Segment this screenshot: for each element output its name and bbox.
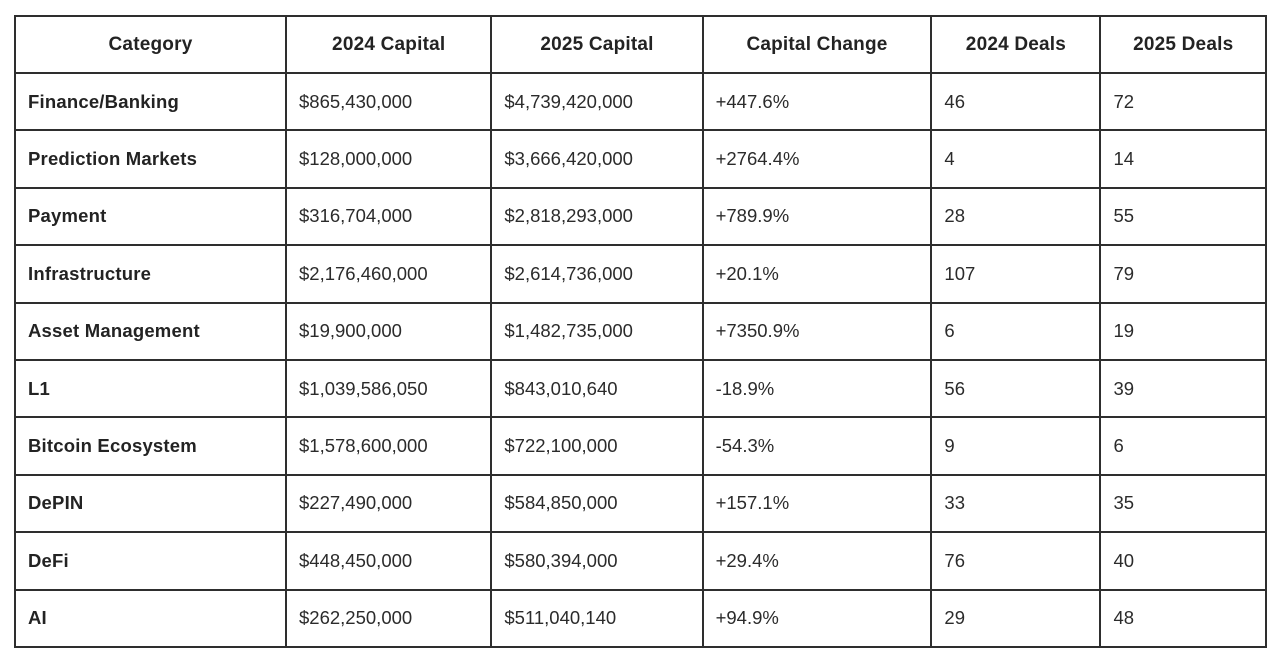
cell-capital-2025: $1,482,735,000 bbox=[491, 303, 702, 360]
cell-capital-change: +94.9% bbox=[703, 590, 932, 647]
funding-comparison-table-container bbox=[14, 15, 1267, 648]
table-row bbox=[15, 303, 1266, 360]
cell-capital-2025: $843,010,640 bbox=[491, 360, 702, 417]
cell-deals-2024: 28 bbox=[931, 188, 1100, 245]
cell-deals-2025: 55 bbox=[1100, 188, 1266, 245]
cell-capital-2024: $2,176,460,000 bbox=[286, 245, 491, 302]
column-header-capital-change: Capital Change bbox=[703, 16, 932, 73]
funding-comparison-table bbox=[14, 15, 1267, 648]
cell-capital-change: +447.6% bbox=[703, 73, 932, 130]
cell-deals-2024: 6 bbox=[931, 303, 1100, 360]
header-row bbox=[15, 16, 1266, 73]
cell-category: Asset Management bbox=[15, 303, 286, 360]
cell-capital-2024: $262,250,000 bbox=[286, 590, 491, 647]
cell-category: Prediction Markets bbox=[15, 130, 286, 187]
table-header bbox=[15, 16, 1266, 73]
cell-capital-2025: $722,100,000 bbox=[491, 417, 702, 474]
cell-deals-2024: 107 bbox=[931, 245, 1100, 302]
cell-capital-2025: $3,666,420,000 bbox=[491, 130, 702, 187]
table-row bbox=[15, 130, 1266, 187]
cell-capital-2024: $128,000,000 bbox=[286, 130, 491, 187]
cell-capital-2025: $4,739,420,000 bbox=[491, 73, 702, 130]
table-row bbox=[15, 73, 1266, 130]
cell-capital-change: -54.3% bbox=[703, 417, 932, 474]
cell-capital-change: +789.9% bbox=[703, 188, 932, 245]
cell-capital-2024: $227,490,000 bbox=[286, 475, 491, 532]
cell-category: Payment bbox=[15, 188, 286, 245]
cell-deals-2025: 19 bbox=[1100, 303, 1266, 360]
cell-deals-2025: 48 bbox=[1100, 590, 1266, 647]
cell-capital-change: +29.4% bbox=[703, 532, 932, 589]
table-row bbox=[15, 360, 1266, 417]
table-row bbox=[15, 590, 1266, 647]
table-row bbox=[15, 245, 1266, 302]
table-row bbox=[15, 475, 1266, 532]
column-header-deals-2025: 2025 Deals bbox=[1100, 16, 1266, 73]
cell-deals-2024: 9 bbox=[931, 417, 1100, 474]
cell-capital-2025: $2,614,736,000 bbox=[491, 245, 702, 302]
cell-category: Finance/Banking bbox=[15, 73, 286, 130]
cell-category: L1 bbox=[15, 360, 286, 417]
cell-deals-2024: 46 bbox=[931, 73, 1100, 130]
cell-capital-change: +157.1% bbox=[703, 475, 932, 532]
cell-category: DeFi bbox=[15, 532, 286, 589]
cell-category: AI bbox=[15, 590, 286, 647]
cell-deals-2025: 35 bbox=[1100, 475, 1266, 532]
cell-capital-2024: $448,450,000 bbox=[286, 532, 491, 589]
cell-capital-2024: $316,704,000 bbox=[286, 188, 491, 245]
cell-capital-2024: $1,039,586,050 bbox=[286, 360, 491, 417]
column-header-capital-2025: 2025 Capital bbox=[491, 16, 702, 73]
cell-capital-change: +7350.9% bbox=[703, 303, 932, 360]
cell-deals-2025: 72 bbox=[1100, 73, 1266, 130]
table-row bbox=[15, 188, 1266, 245]
cell-deals-2025: 79 bbox=[1100, 245, 1266, 302]
cell-capital-2024: $865,430,000 bbox=[286, 73, 491, 130]
table-body bbox=[15, 73, 1266, 647]
cell-capital-2024: $1,578,600,000 bbox=[286, 417, 491, 474]
cell-deals-2024: 33 bbox=[931, 475, 1100, 532]
cell-deals-2025: 40 bbox=[1100, 532, 1266, 589]
cell-capital-2024: $19,900,000 bbox=[286, 303, 491, 360]
cell-capital-2025: $584,850,000 bbox=[491, 475, 702, 532]
cell-deals-2025: 6 bbox=[1100, 417, 1266, 474]
table-row bbox=[15, 417, 1266, 474]
cell-capital-2025: $2,818,293,000 bbox=[491, 188, 702, 245]
cell-deals-2025: 39 bbox=[1100, 360, 1266, 417]
cell-deals-2025: 14 bbox=[1100, 130, 1266, 187]
column-header-deals-2024: 2024 Deals bbox=[931, 16, 1100, 73]
cell-capital-2025: $580,394,000 bbox=[491, 532, 702, 589]
column-header-capital-2024: 2024 Capital bbox=[286, 16, 491, 73]
cell-deals-2024: 4 bbox=[931, 130, 1100, 187]
table-row bbox=[15, 532, 1266, 589]
cell-category: DePIN bbox=[15, 475, 286, 532]
column-header-category: Category bbox=[15, 16, 286, 73]
cell-capital-change: +20.1% bbox=[703, 245, 932, 302]
cell-capital-change: -18.9% bbox=[703, 360, 932, 417]
cell-capital-change: +2764.4% bbox=[703, 130, 932, 187]
cell-deals-2024: 56 bbox=[931, 360, 1100, 417]
cell-category: Infrastructure bbox=[15, 245, 286, 302]
cell-capital-2025: $511,040,140 bbox=[491, 590, 702, 647]
cell-category: Bitcoin Ecosystem bbox=[15, 417, 286, 474]
cell-deals-2024: 29 bbox=[931, 590, 1100, 647]
cell-deals-2024: 76 bbox=[931, 532, 1100, 589]
